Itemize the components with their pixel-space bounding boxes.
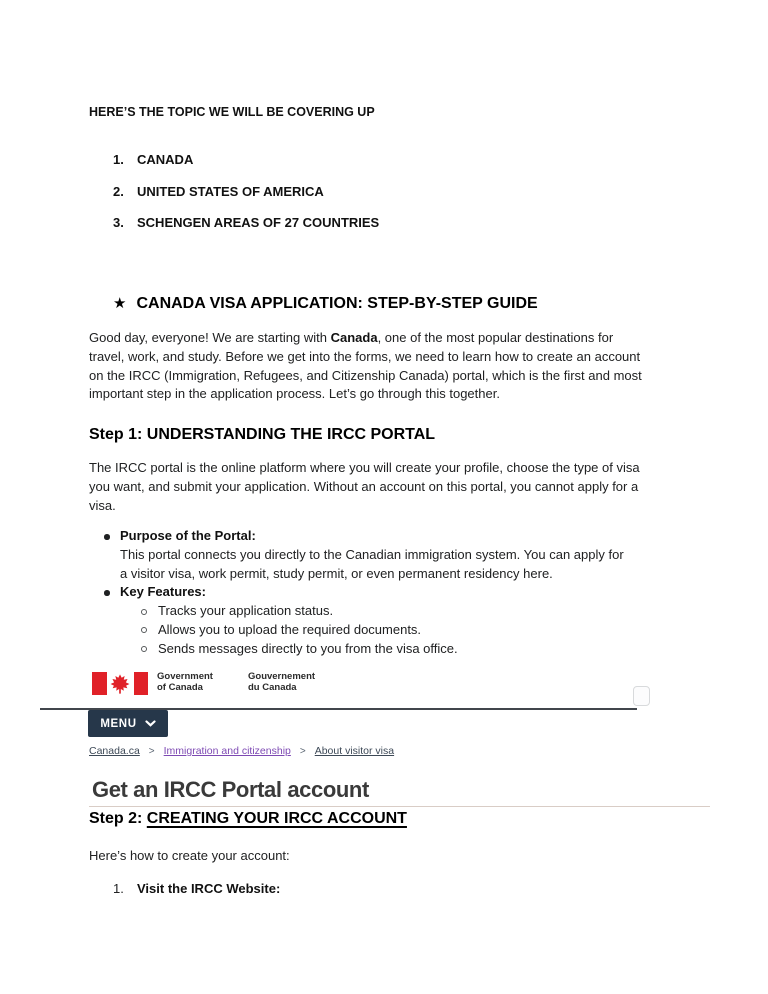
intro-paragraph [89,329,642,404]
paragraph-text: Good day, everyone! We are starting with [89,330,331,345]
topic-item-schengen [113,215,379,230]
list-item-number: 1. [113,881,124,896]
bullet-disc-icon [104,590,110,596]
topic-number: 3. [113,215,124,230]
breadcrumb-separator: > [299,745,306,757]
bullet-label: Purpose of the Portal: [120,528,256,543]
breadcrumb [89,745,394,757]
topic-label: SCHENGEN AREAS OF 27 COUNTRIES [137,215,380,230]
intro-heading: HERE’S THE TOPIC WE WILL BE COVERING UP [89,105,375,119]
paragraph-line: you want, and submit your application. Without an account on this portal, you cannot apply for a [89,478,639,494]
star-icon: ★ [113,295,127,312]
breadcrumb-separator: > [148,745,155,757]
site-page-title: Get an IRCC Portal account [92,777,369,802]
paragraph-line [89,329,642,348]
paragraph-line: important step in the application process. Let’s go through this together. [89,386,500,402]
title-divider [89,806,710,807]
guide-heading [113,294,538,313]
topic-number: 1. [113,152,124,167]
government-of-canada-wordmark [157,672,213,693]
sub-bullet-text: Sends messages directly to you from the visa office. [158,640,458,656]
bullet-circle-icon [141,646,147,652]
sub-bullet-text: Tracks your application status. [158,603,334,619]
embedded-govcanada-screenshot [0,665,768,811]
step2-list-item [113,881,280,896]
sub-bullet-text: Allows you to upload the required documents. [158,621,422,637]
step2-heading-prefix: Step 2: [89,810,147,827]
bold-text: Canada [330,330,378,345]
breadcrumb-link-canada-ca[interactable]: Canada.ca [89,745,140,757]
wordmark-line: Government [157,671,213,682]
flag-red-bar [134,672,149,695]
step2-intro-text: Here’s how to create your account: [89,848,290,863]
wordmark-line: Gouvernement [248,671,316,682]
topic-number: 2. [113,183,124,199]
menu-button[interactable] [88,710,168,737]
gouvernement-du-canada-wordmark [248,672,315,693]
paragraph-line: The IRCC portal is the online platform where you will create your profile, choose the type of visa [89,460,640,475]
step2-heading-underlined: CREATING YOUR IRCC ACCOUNT [146,810,407,827]
bullet-disc-icon [104,534,110,540]
wordmark-line: du Canada [248,681,297,693]
paragraph-line: This portal connects you directly to the Canadian immigration system. You can apply for [120,546,624,562]
paragraph-line: visa. [89,497,116,513]
step2-heading [89,810,407,828]
topic-item-canada [113,152,379,167]
flag-center [107,672,134,695]
bullet-body-text [89,546,709,584]
list-item-label: Visit the IRCC Website: [137,881,281,896]
topics-list [113,152,379,247]
sub-bullet-item [89,602,709,621]
breadcrumb-link-immigration[interactable]: Immigration and citizenship [163,745,291,757]
menu-button-label: MENU [100,717,137,730]
paragraph-line: travel, work, and study. Before we get into the forms, we need to learn how to create an account [89,348,641,364]
step1-heading: Step 1: UNDERSTANDING THE IRCC PORTAL [89,426,436,443]
sub-bullet-item [89,640,709,659]
topic-label: CANADA [137,152,194,167]
breadcrumb-link-visitor-visa[interactable]: About visitor visa [314,745,395,757]
step1-bullet-list [89,527,709,659]
topic-item-usa [113,184,379,199]
canada-flag-icon [92,672,148,695]
paragraph-line: on the IRCC (Immigration, Refugees, and Citizenship Canada) portal, which is the first and most [89,367,642,383]
search-box-fragment [633,686,650,706]
bullet-item-key-features [89,583,709,602]
bullet-label: Key Features: [120,584,206,600]
sub-bullet-item [89,621,709,640]
chevron-down-icon [145,720,156,727]
guide-heading-text: CANADA VISA APPLICATION: STEP-BY-STEP GUIDE [136,295,538,312]
flag-red-bar [92,672,107,695]
paragraph-line: a visitor visa, work permit, study permit, or even permanent residency here. [120,565,553,581]
paragraph-text: , one of the most popular destinations for [377,330,614,345]
maple-leaf-icon [110,673,131,694]
wordmark-line: of Canada [157,681,203,693]
bullet-circle-icon [141,627,147,633]
bullet-circle-icon [141,609,147,615]
topic-label: UNITED STATES OF AMERICA [137,183,324,199]
step1-paragraph [89,459,640,515]
bullet-item-purpose [89,527,709,546]
